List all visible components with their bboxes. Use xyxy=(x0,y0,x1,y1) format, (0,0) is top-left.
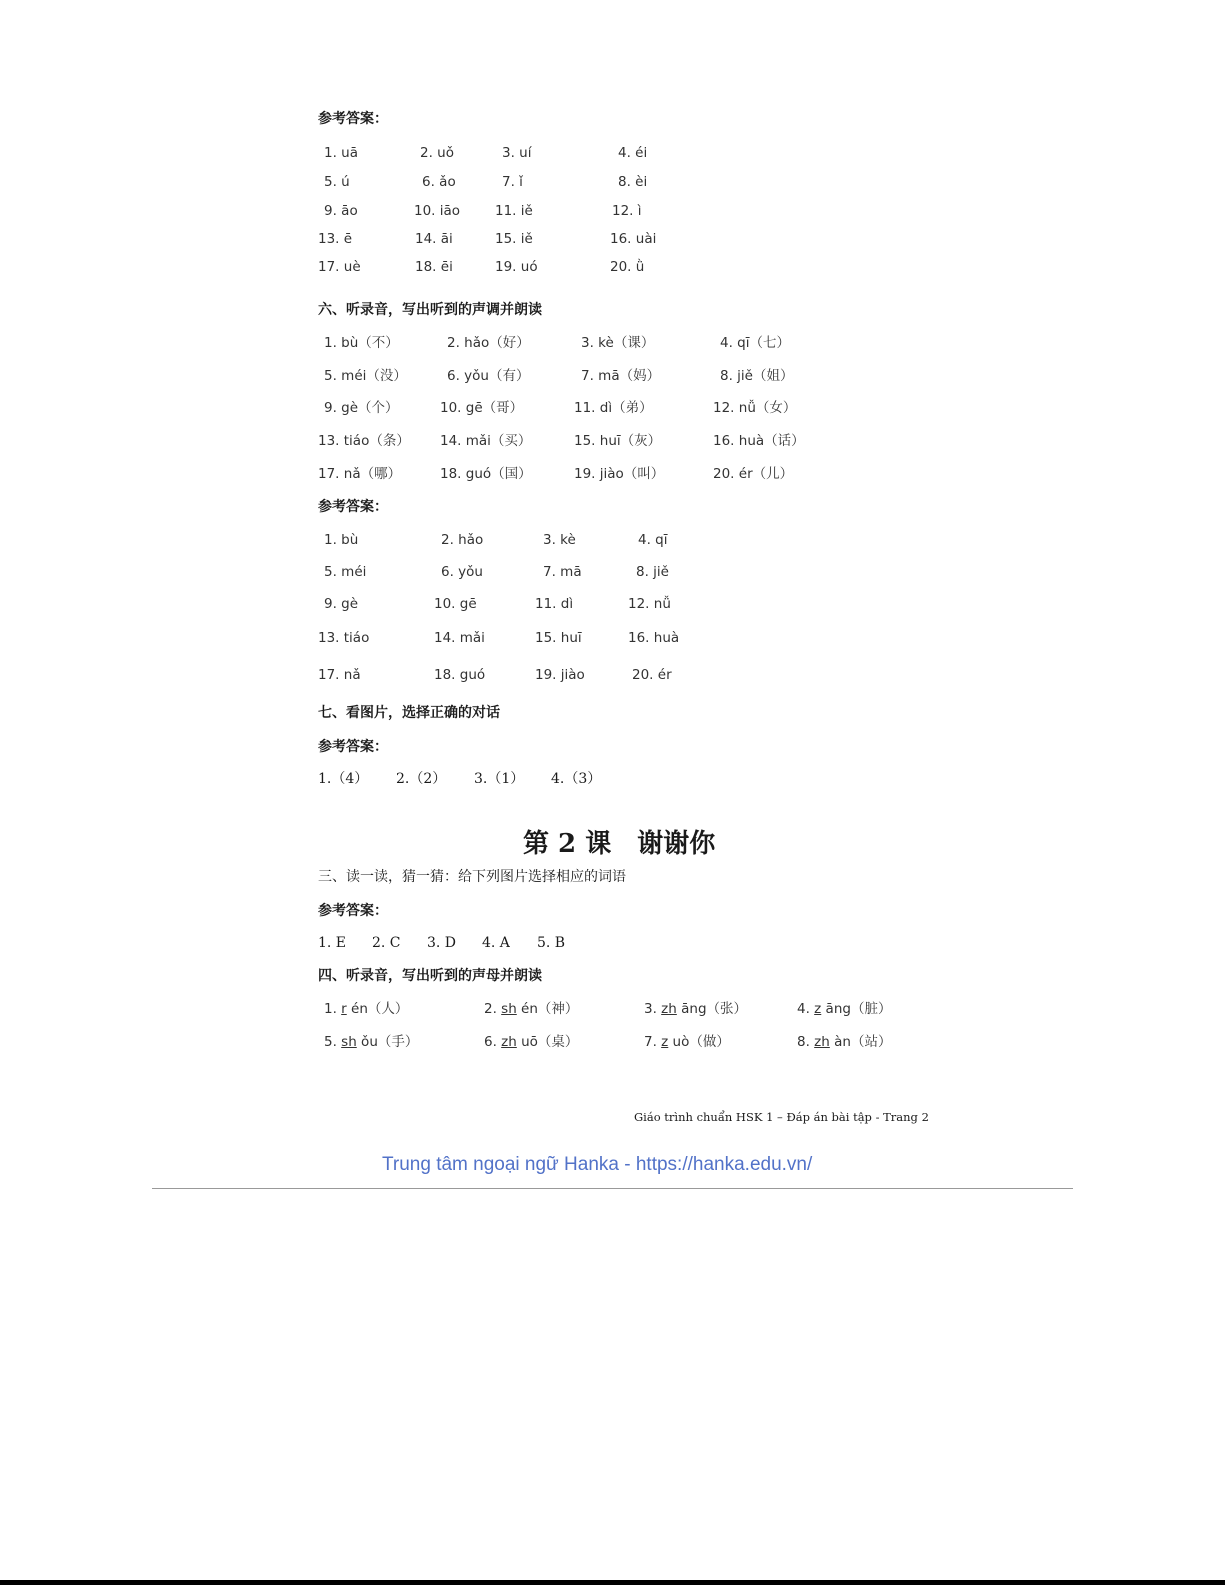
exercise-item: 6. yǒu（有） xyxy=(447,368,530,384)
answer-item: 1. E xyxy=(318,935,347,951)
bottom-edge-bar xyxy=(0,1580,1225,1585)
answer-item: 16. huà xyxy=(628,630,680,646)
answer-item: 9. gè xyxy=(324,596,359,612)
answer-item: 14. mǎi xyxy=(434,630,485,646)
answer-item: 18. ēi xyxy=(415,259,453,275)
item-number: 5. xyxy=(324,1034,342,1050)
item-rest: ǒu（手） xyxy=(356,1034,419,1050)
exercise-item: 17. nǎ（哪） xyxy=(318,466,402,482)
answer-item: 11. iě xyxy=(495,203,533,219)
initial-answer: sh xyxy=(501,1001,517,1017)
answer-item: 4. éi xyxy=(618,145,648,161)
answer-item: 4. A xyxy=(482,935,510,951)
section-heading: 三、读一读，猜一猜：给下列图片选择相应的词语 xyxy=(318,869,626,885)
answer-item: 3. D xyxy=(427,935,457,951)
exercise-item: 9. gè（个） xyxy=(324,400,399,416)
answer-item: 14. āi xyxy=(415,231,453,247)
answer-item: 2. uǒ xyxy=(420,145,454,161)
answer-item: 17. uè xyxy=(318,259,361,275)
answer-item: 15. iě xyxy=(495,231,533,247)
initial-answer: sh xyxy=(341,1034,357,1050)
answer-item: 10. iāo xyxy=(414,203,461,219)
answer-item: 8. èi xyxy=(618,174,648,190)
answer-item: 1. bù xyxy=(324,532,359,548)
exercise-item: 12. nǚ（女） xyxy=(713,400,797,416)
exercise-item: 5. méi（没） xyxy=(324,368,407,384)
answer-item: 17. nǎ xyxy=(318,667,361,683)
exercise-item xyxy=(644,1034,730,1050)
answer-label: 参考答案： xyxy=(318,499,388,515)
exercise-item: 19. jiào（叫） xyxy=(574,466,665,482)
answer-item: 18. guó xyxy=(434,667,486,683)
answer-item: 7. mā xyxy=(543,564,582,580)
initial-answer: zh xyxy=(661,1001,677,1017)
answer-label: 参考答案： xyxy=(318,111,388,127)
item-number: 3. xyxy=(644,1001,662,1017)
answer-item: 5. B xyxy=(537,935,566,951)
answer-item: 13. ē xyxy=(318,231,353,247)
initial-answer: zh xyxy=(814,1034,830,1050)
page-divider xyxy=(152,1188,1073,1189)
answer-item: 5. ú xyxy=(324,174,350,190)
exercise-item xyxy=(644,1001,747,1017)
item-number: 8. xyxy=(797,1034,815,1050)
exercise-item: 1. bù（不） xyxy=(324,335,399,351)
item-rest: én（神） xyxy=(516,1001,579,1017)
answer-label: 参考答案： xyxy=(318,903,388,919)
exercise-item: 2. hǎo（好） xyxy=(447,335,530,351)
lesson-title: 第 2 课 谢谢你 xyxy=(523,829,716,859)
item-number: 1. xyxy=(324,1001,342,1017)
answer-item: 5. méi xyxy=(324,564,367,580)
answer-item: 15. huī xyxy=(535,630,582,646)
exercise-item: 4. qī（七） xyxy=(720,335,790,351)
exercise-item xyxy=(324,1034,418,1050)
exercise-item xyxy=(484,1001,578,1017)
section-heading: 四、听录音，写出听到的声母并朗读 xyxy=(318,968,542,984)
answer-item: 7. ǐ xyxy=(502,174,523,190)
item-rest: āng（张） xyxy=(676,1001,748,1017)
item-rest: àn（站） xyxy=(829,1034,892,1050)
answer-item: 8. jiě xyxy=(636,564,669,580)
exercise-item xyxy=(484,1034,578,1050)
item-number: 7. xyxy=(644,1034,662,1050)
section-heading: 六、听录音，写出听到的声调并朗读 xyxy=(318,302,542,318)
answer-item: 1. uā xyxy=(324,145,359,161)
answer-item: 19. uó xyxy=(495,259,538,275)
answer-item: 20. ǜ xyxy=(610,259,645,275)
exercise-item: 7. mā（妈） xyxy=(581,368,661,384)
item-rest: āng（脏） xyxy=(821,1001,892,1017)
answer-item: 12. nǚ xyxy=(628,596,671,612)
answer-item: 19. jiào xyxy=(535,667,585,683)
answer-item: 10. gē xyxy=(434,596,477,612)
answer-item: 11. dì xyxy=(535,596,574,612)
exercise-item: 3. kè（课） xyxy=(581,335,655,351)
item-rest: uō（桌） xyxy=(516,1034,579,1050)
exercise-item: 15. huī（灰） xyxy=(574,433,662,449)
answer-item: 12. ì xyxy=(612,203,642,219)
initial-answer: z xyxy=(661,1034,669,1050)
item-rest: uò（做） xyxy=(668,1034,730,1050)
exercise-item: 8. jiě（姐） xyxy=(720,368,794,384)
exercise-item xyxy=(797,1034,891,1050)
item-number: 4. xyxy=(797,1001,815,1017)
exercise-item: 10. gē（哥） xyxy=(440,400,524,416)
item-number: 2. xyxy=(484,1001,502,1017)
exercise-item: 14. mǎi（买） xyxy=(440,433,532,449)
answer-item: 2. hǎo xyxy=(441,532,484,548)
exercise-item: 18. guó（国） xyxy=(440,466,532,482)
item-rest: én（人） xyxy=(346,1001,409,1017)
answer-label: 参考答案： xyxy=(318,739,388,755)
exercise-item: 11. dì（弟） xyxy=(574,400,653,416)
answer-item: 16. uài xyxy=(610,231,657,247)
answer-item: 6. yǒu xyxy=(441,564,483,580)
page-footer-note: Giáo trình chuẩn HSK 1 – Đáp án bài tập - Trang 2 xyxy=(634,1110,929,1124)
answer-item: 4.（3） xyxy=(551,771,602,787)
answer-item: 3.（1） xyxy=(474,771,525,787)
answer-item: 3. kè xyxy=(543,532,576,548)
initial-answer: r xyxy=(341,1001,347,1017)
item-number: 6. xyxy=(484,1034,502,1050)
website-footer-link[interactable]: Trung tâm ngoại ngữ Hanka - https://hanka.edu.vn/ xyxy=(382,1154,813,1175)
answer-item: 9. āo xyxy=(324,203,358,219)
initial-answer: zh xyxy=(501,1034,517,1050)
exercise-item: 13. tiáo（条） xyxy=(318,433,410,449)
answer-item: 2.（2） xyxy=(396,771,447,787)
exercise-item: 20. ér（儿） xyxy=(713,466,794,482)
exercise-item: 16. huà（话） xyxy=(713,433,805,449)
answer-item: 3. uí xyxy=(502,145,532,161)
answer-item: 20. ér xyxy=(632,667,672,683)
answer-item: 1.（4） xyxy=(318,771,369,787)
initial-answer: z xyxy=(814,1001,822,1017)
section-heading: 七、看图片，选择正确的对话 xyxy=(318,705,500,721)
exercise-item xyxy=(324,1001,408,1017)
answer-item: 4. qī xyxy=(638,532,668,548)
answer-item: 6. ǎo xyxy=(422,174,456,190)
answer-item: 2. C xyxy=(372,935,401,951)
answer-item: 13. tiáo xyxy=(318,630,370,646)
exercise-item xyxy=(797,1001,891,1017)
